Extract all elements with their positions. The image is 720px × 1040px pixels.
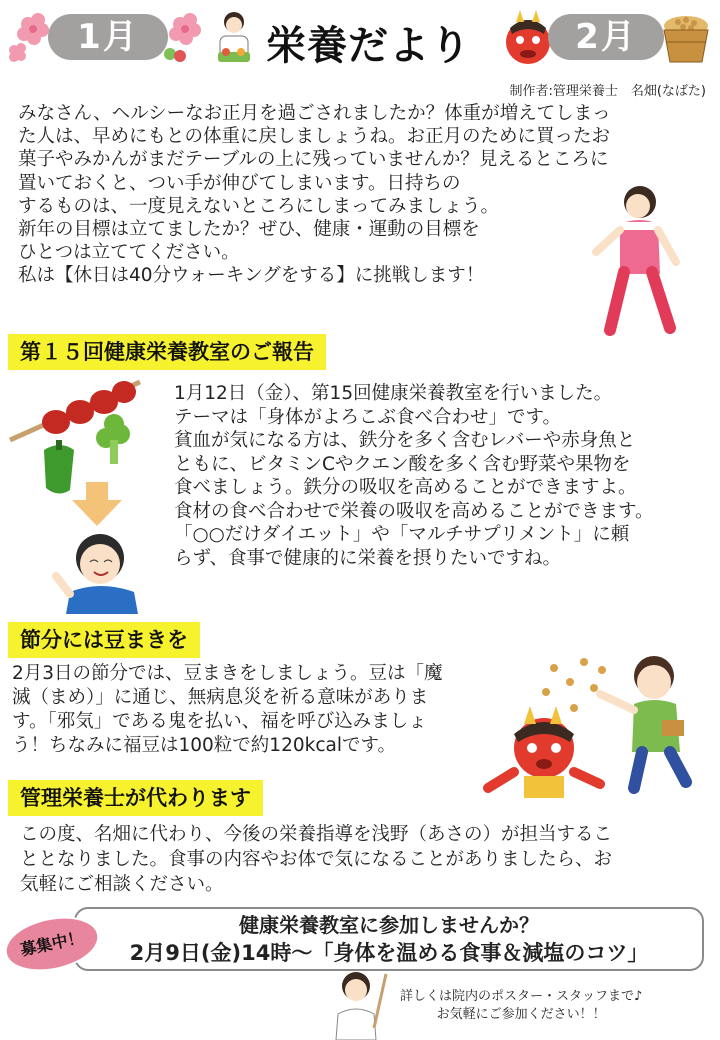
intro-line: 新年の目標は立てましたか？ぜひ、健康・運動の目標を xyxy=(18,219,480,241)
smiling-man-illustration xyxy=(50,528,160,614)
report-line: らず、食事で健康的に栄養を摂りたいですね。 xyxy=(174,547,562,569)
setsubun-line: 2月3日の節分では、豆まきをしましょう。豆は「魔 xyxy=(12,663,443,684)
setsubun-paragraph xyxy=(12,662,492,758)
walking-woman-illustration xyxy=(590,182,690,342)
footer-note xyxy=(400,988,642,1024)
intro-line: 置いておくと、つい手が伸びてしまいます。日持ちの xyxy=(18,172,461,194)
footer-line-welcome: お気軽にご参加ください！！ xyxy=(436,1007,606,1022)
section-heading-classroom-report: 第１５回健康栄養教室のご報告 xyxy=(8,334,326,370)
intro-line: た人は、早めにもとの体重に戻しましょうね。お正月のために買ったお xyxy=(18,126,611,148)
nutritionist-pointing-illustration xyxy=(334,970,390,1040)
staff-change-paragraph xyxy=(20,822,710,897)
report-line: 食べましょう。鉄分の吸収を高めることができますよ。 xyxy=(174,477,637,498)
month-left-pill: 1月 xyxy=(48,14,168,60)
report-line: テーマは「身体がよろこぶ食べ合わせ」です。 xyxy=(174,406,562,428)
classroom-report-paragraph xyxy=(174,382,714,570)
report-line: ともに、ビタミンCやクエン酸を多く含む野菜や果物を xyxy=(174,453,631,475)
report-line: 食材の食べ合わせで栄養の吸収を高めることができます。 xyxy=(174,500,654,522)
setsubun-line: う！ちなみに福豆は100粒で約120kcalです。 xyxy=(12,735,397,756)
event-date-topic: 2月9日(金)14時～「身体を温める食事＆減塩のコツ」 xyxy=(129,941,649,965)
intro-line: みなさん、ヘルシーなお正月を過ごされましたか？体重が増えてしまっ xyxy=(18,103,611,124)
intro-line: するものは、一度見えないところにしまってみましょう。 xyxy=(18,195,500,217)
footer-line-contact: 詳しくは院内のポスター・スタッフまで♪ xyxy=(400,989,643,1004)
nutritionist-avatar-icon xyxy=(214,10,254,66)
staff-change-line: この度、名畑に代わり、今後の栄養指導を浅野（あさの）が担当するこ xyxy=(20,824,613,845)
down-arrow-icon xyxy=(72,482,122,526)
skewer-vegetables-illustration xyxy=(10,370,150,500)
section-heading-staff-change: 管理栄養士が代わります xyxy=(8,780,263,816)
intro-line: 私は【休日は40分ウォーキングをする】に挑戦します！ xyxy=(18,265,485,287)
bean-box-icon xyxy=(656,8,716,68)
staff-change-line: ととなりました。食事の内容やお体で気になることがありましたら、お xyxy=(20,849,613,870)
report-line: 1月12日（金）、第15回健康栄養教室を行いました。 xyxy=(174,383,613,404)
section-heading-setsubun: 節分には豆まきを xyxy=(8,622,200,658)
author-credit: 制作者:管理栄養士 名畑(なばた) xyxy=(509,84,706,99)
month-right-pill: 2月 xyxy=(548,14,664,60)
setsubun-line: す。「邪気」である鬼を払い、福を呼び込みましょ xyxy=(12,711,427,732)
report-line: 貧血が気になる方は、鉄分を多く含むレバーや赤身魚と xyxy=(174,430,636,451)
intro-line: ひとつは立ててください。 xyxy=(18,242,240,264)
setsubun-line: 滅（まめ）」に通じ、無病息災を祈る意味がありま xyxy=(12,687,429,708)
intro-line: 菓子やみかんがまだテーブルの上に残っていませんか？見えるところに xyxy=(18,149,609,171)
event-announcement-box xyxy=(74,907,704,971)
report-line: 「○○だけダイエット」や「マルチサプリメント」に頼 xyxy=(174,524,630,545)
staff-change-line: 気軽にご相談ください。 xyxy=(20,874,224,895)
newsletter-title: 栄養だより xyxy=(266,23,471,69)
event-invite-text: 健康栄養教室に参加しませんか？ xyxy=(239,913,539,937)
bean-throwing-illustration xyxy=(484,648,714,808)
recruiting-badge: 募集中！ xyxy=(2,911,102,977)
plum-blossom-icon xyxy=(158,6,218,66)
